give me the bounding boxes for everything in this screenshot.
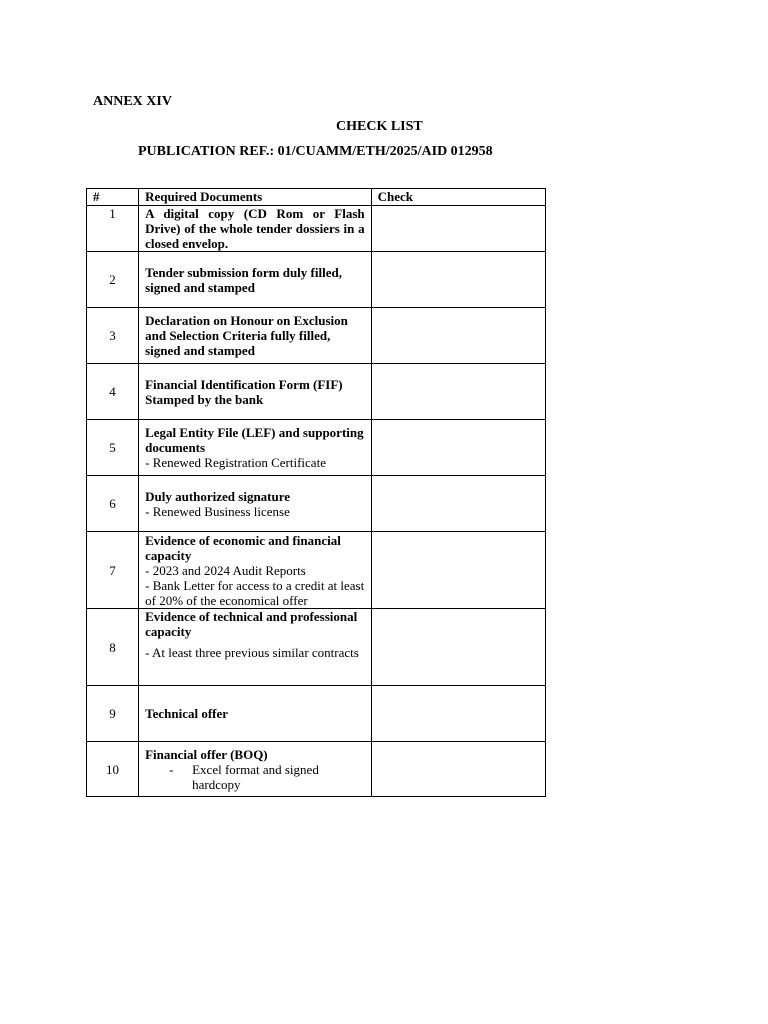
row-number: 2 [87,252,139,308]
table-row [87,742,546,797]
document-subitem-text: Excel format and signed hardcopy [192,761,319,792]
row-number: 9 [87,686,139,742]
row-number: 7 [87,532,139,609]
check-cell[interactable] [371,252,545,308]
check-cell[interactable] [371,742,545,797]
table-row [87,308,546,364]
document-name: Technical offer [145,706,229,721]
table-row [87,364,546,420]
row-number: 10 [87,742,139,797]
column-header-check: Check [371,189,545,206]
document-name: Evidence of technical and professional capacity [145,609,358,639]
column-header-number: # [87,189,139,206]
document-name: Duly authorized signature [145,488,291,504]
checklist-table [86,188,546,797]
document-note: - 2023 and 2024 Audit Reports [145,562,306,578]
document-name: Declaration on Honour on Exclusion and Selection Criteria fully filled, signed and stamped [145,313,348,358]
table-row [87,252,546,308]
check-cell[interactable] [371,420,545,476]
document-name: Tender submission form duly filled, signed and stamped [145,264,342,295]
table-row [87,206,546,252]
table-header-row [87,189,546,206]
column-header-required-documents: Required Documents [139,189,372,206]
dash-bullet: - [169,761,174,777]
check-cell[interactable] [371,308,545,364]
document-note: - At least three previous similar contracts [145,645,359,660]
check-cell[interactable] [371,532,545,609]
table-row [87,476,546,532]
table-row [87,532,546,609]
row-number: 8 [87,609,139,686]
document-subitem [145,762,365,792]
row-number: 4 [87,364,139,420]
row-number: 5 [87,420,139,476]
check-cell[interactable] [371,476,545,532]
table-row [87,609,546,686]
row-number: 6 [87,476,139,532]
check-cell[interactable] [371,609,545,686]
check-cell[interactable] [371,364,545,420]
annex-label: ANNEX XIV [93,94,172,109]
document-name: Legal Entity File (LEF) and supporting documents [145,425,364,455]
document-name: A digital copy (CD Rom or Flash Drive) of the whole tender dossiers in a closed envelop. [145,206,365,251]
document-name: Financial offer (BOQ) [145,746,268,762]
document-name: Evidence of economic and financial capacity [145,532,341,563]
row-number: 1 [87,206,139,252]
document-note: - Bank Letter for access to a credit at least of 20% of the economical offer [145,577,365,608]
document-name: Financial Identification Form (FIF) Stamped by the bank [145,376,343,407]
checklist-title: CHECK LIST [336,119,423,134]
publication-ref: PUBLICATION REF.: 01/CUAMM/ETH/2025/AID 012958 [138,144,493,159]
table-row [87,420,546,476]
table-row [87,686,546,742]
document-note: - Renewed Registration Certificate [145,455,326,470]
check-cell[interactable] [371,206,545,252]
document-note: - Renewed Business license [145,503,290,519]
row-number: 3 [87,308,139,364]
check-cell[interactable] [371,686,545,742]
